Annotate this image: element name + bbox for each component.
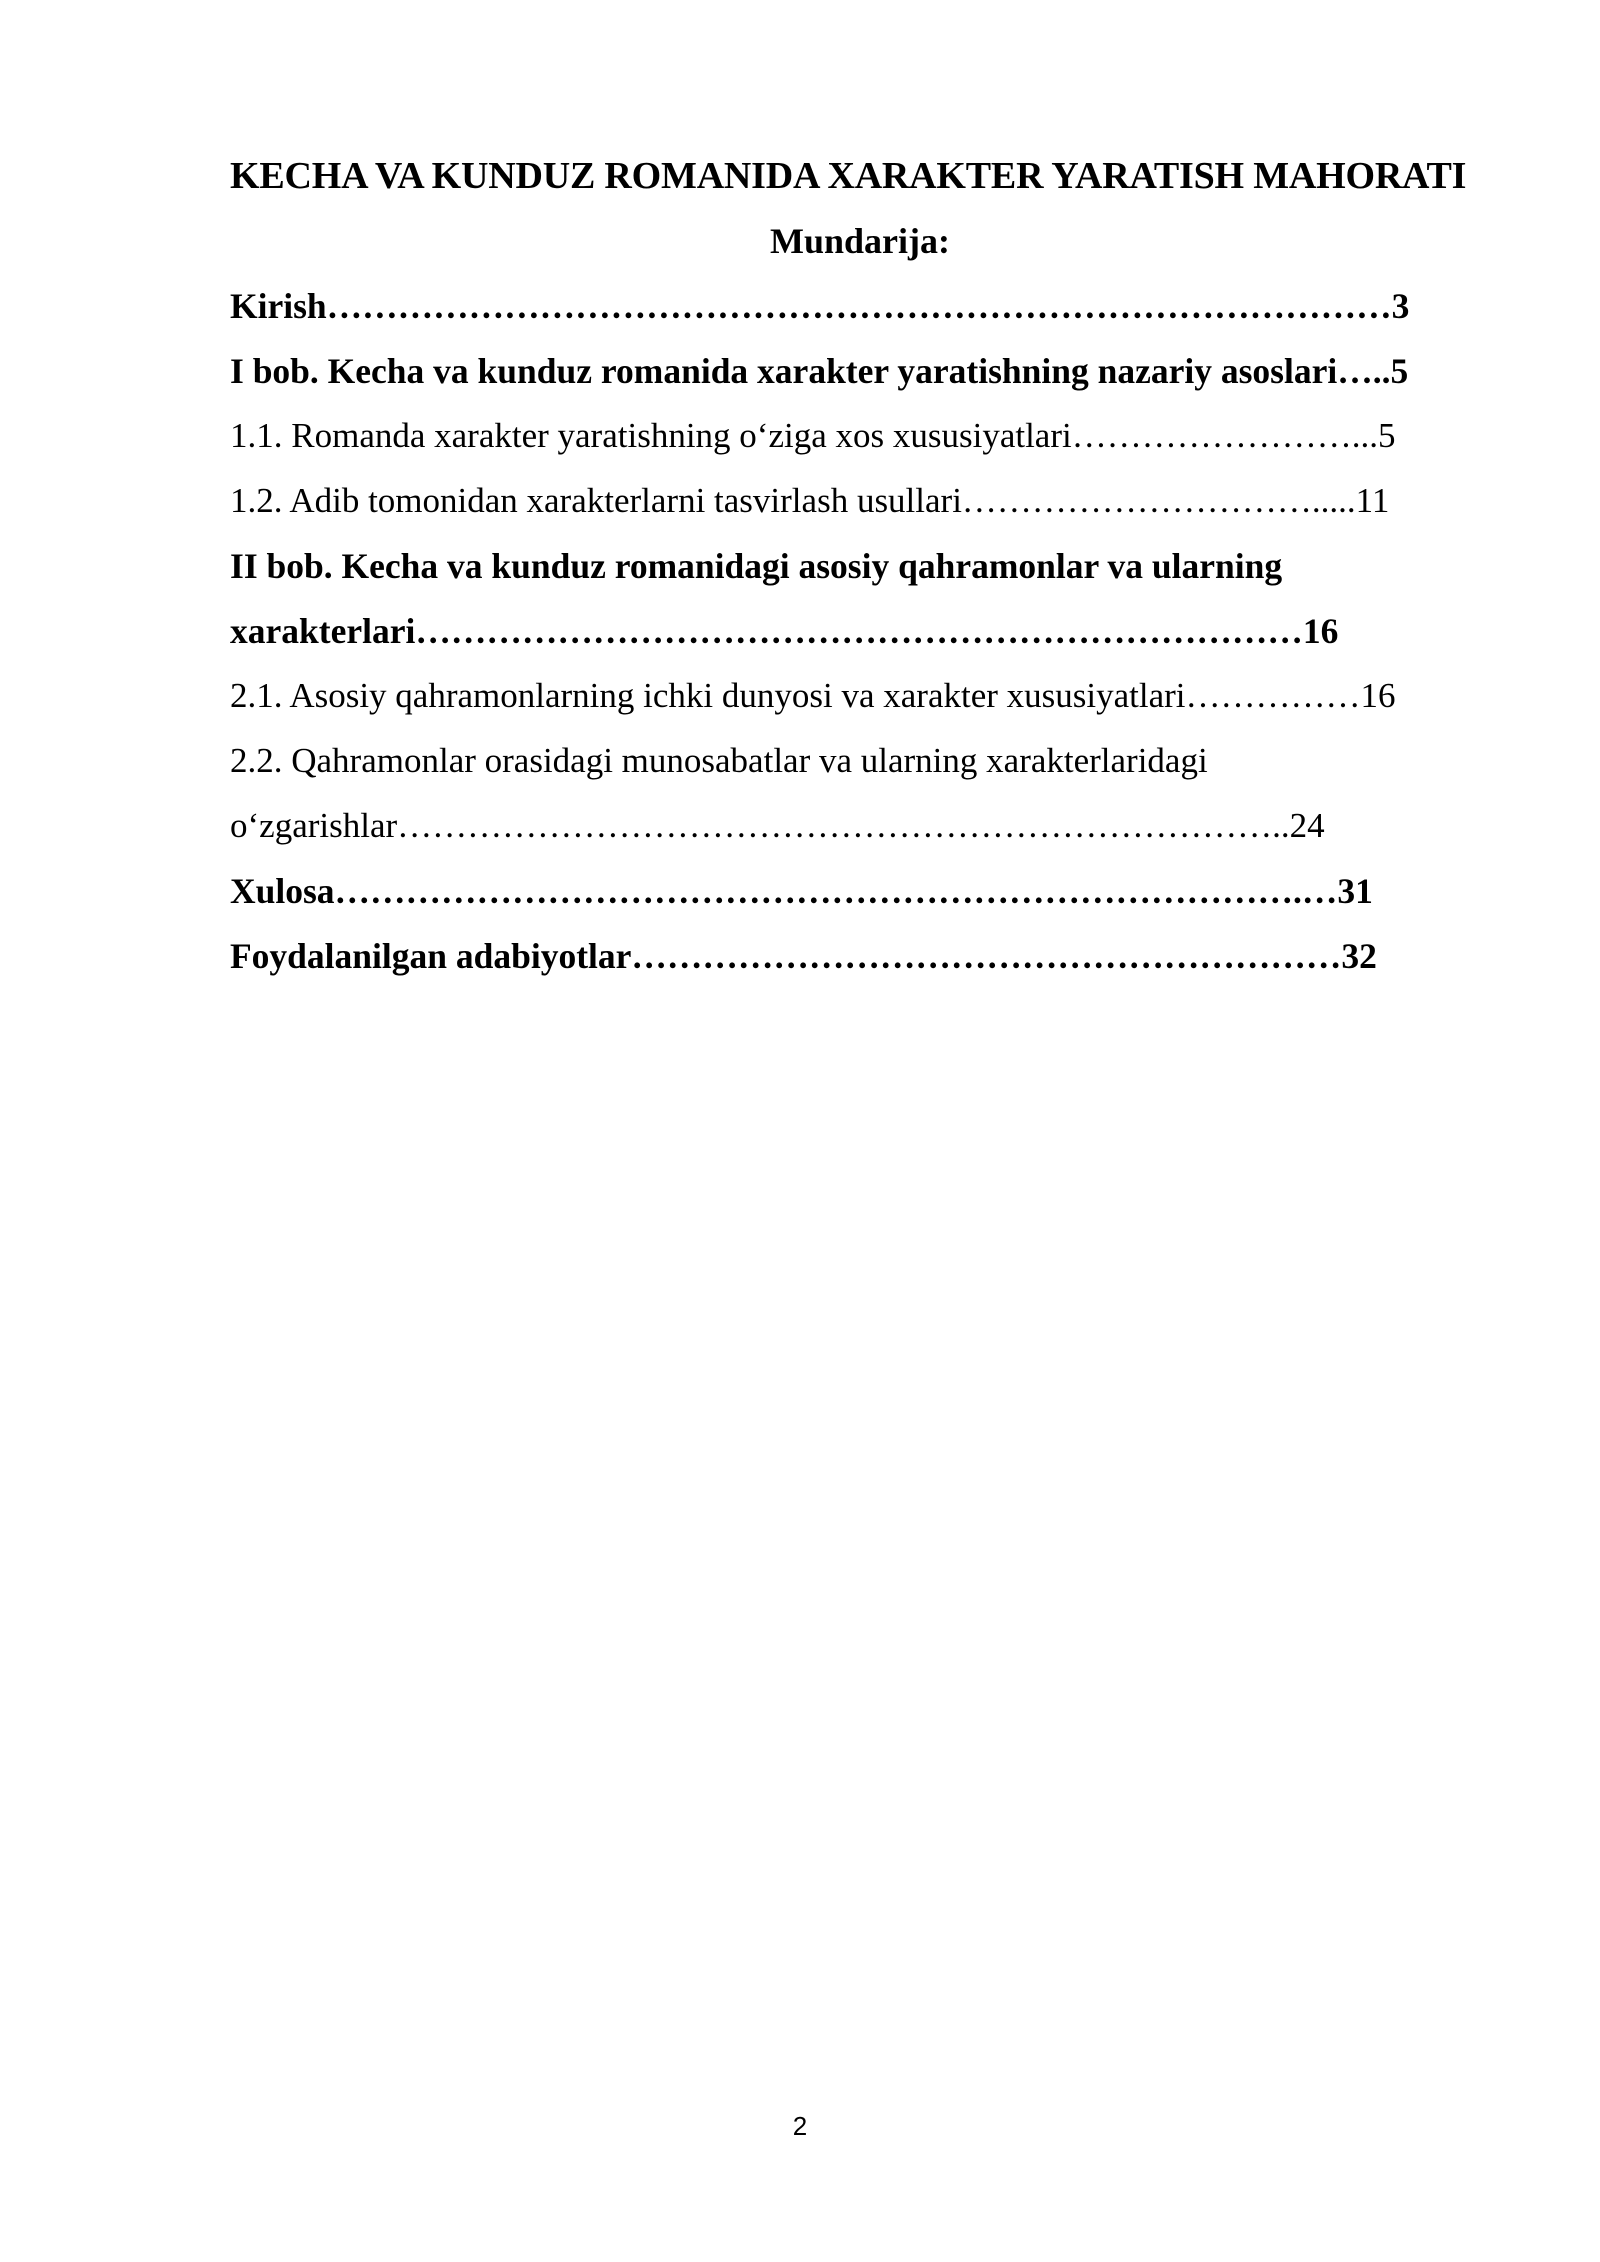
toc-entry-xulosa[interactable]: Xulosa……………………………………………………………………….…31 — [230, 871, 1373, 911]
toc-entry-section-1-1[interactable]: 1.1. Romanda xarakter yaratishning o‘ziga xos xususiyatlari……………………...5 — [230, 416, 1396, 455]
page-number: 2 — [792, 2111, 808, 2141]
toc-entry-kirish[interactable]: Kirish………………………………………………………………………………3 — [230, 286, 1410, 326]
toc-entry-chapter-1[interactable]: I bob. Kecha va kunduz romanida xarakter yaratishning nazariy asoslari…..5 — [230, 351, 1409, 391]
toc-entry-chapter-2-cont[interactable]: xarakterlari…………………………………………………………………16 — [230, 611, 1339, 651]
toc-entry-section-2-1[interactable]: 2.1. Asosiy qahramonlarning ichki dunyosi va xarakter xususiyatlari……………16 — [230, 676, 1396, 715]
toc-entry-chapter-2[interactable]: II bob. Kecha va kunduz romanidagi asosiy qahramonlar va ularning — [230, 546, 1283, 586]
toc-entry-section-2-2-cont[interactable]: o‘zgarishlar…………………………………………………………………..24 — [230, 806, 1325, 845]
toc-entry-references[interactable]: Foydalanilgan adabiyotlar……………………………………………………32 — [230, 936, 1377, 976]
toc-entry-section-2-2[interactable]: 2.2. Qahramonlar orasidagi munosabatlar va ularning xarakterlaridagi — [230, 741, 1208, 780]
toc-heading: Mundarija: — [770, 221, 950, 261]
document-title: KECHA VA KUNDUZ ROMANIDA XARAKTER YARATISH MAHORATI — [230, 155, 1467, 197]
toc-entry-section-1-2[interactable]: 1.2. Adib tomonidan xarakterlarni tasvirlash usullari………………………….....11 — [230, 481, 1390, 520]
